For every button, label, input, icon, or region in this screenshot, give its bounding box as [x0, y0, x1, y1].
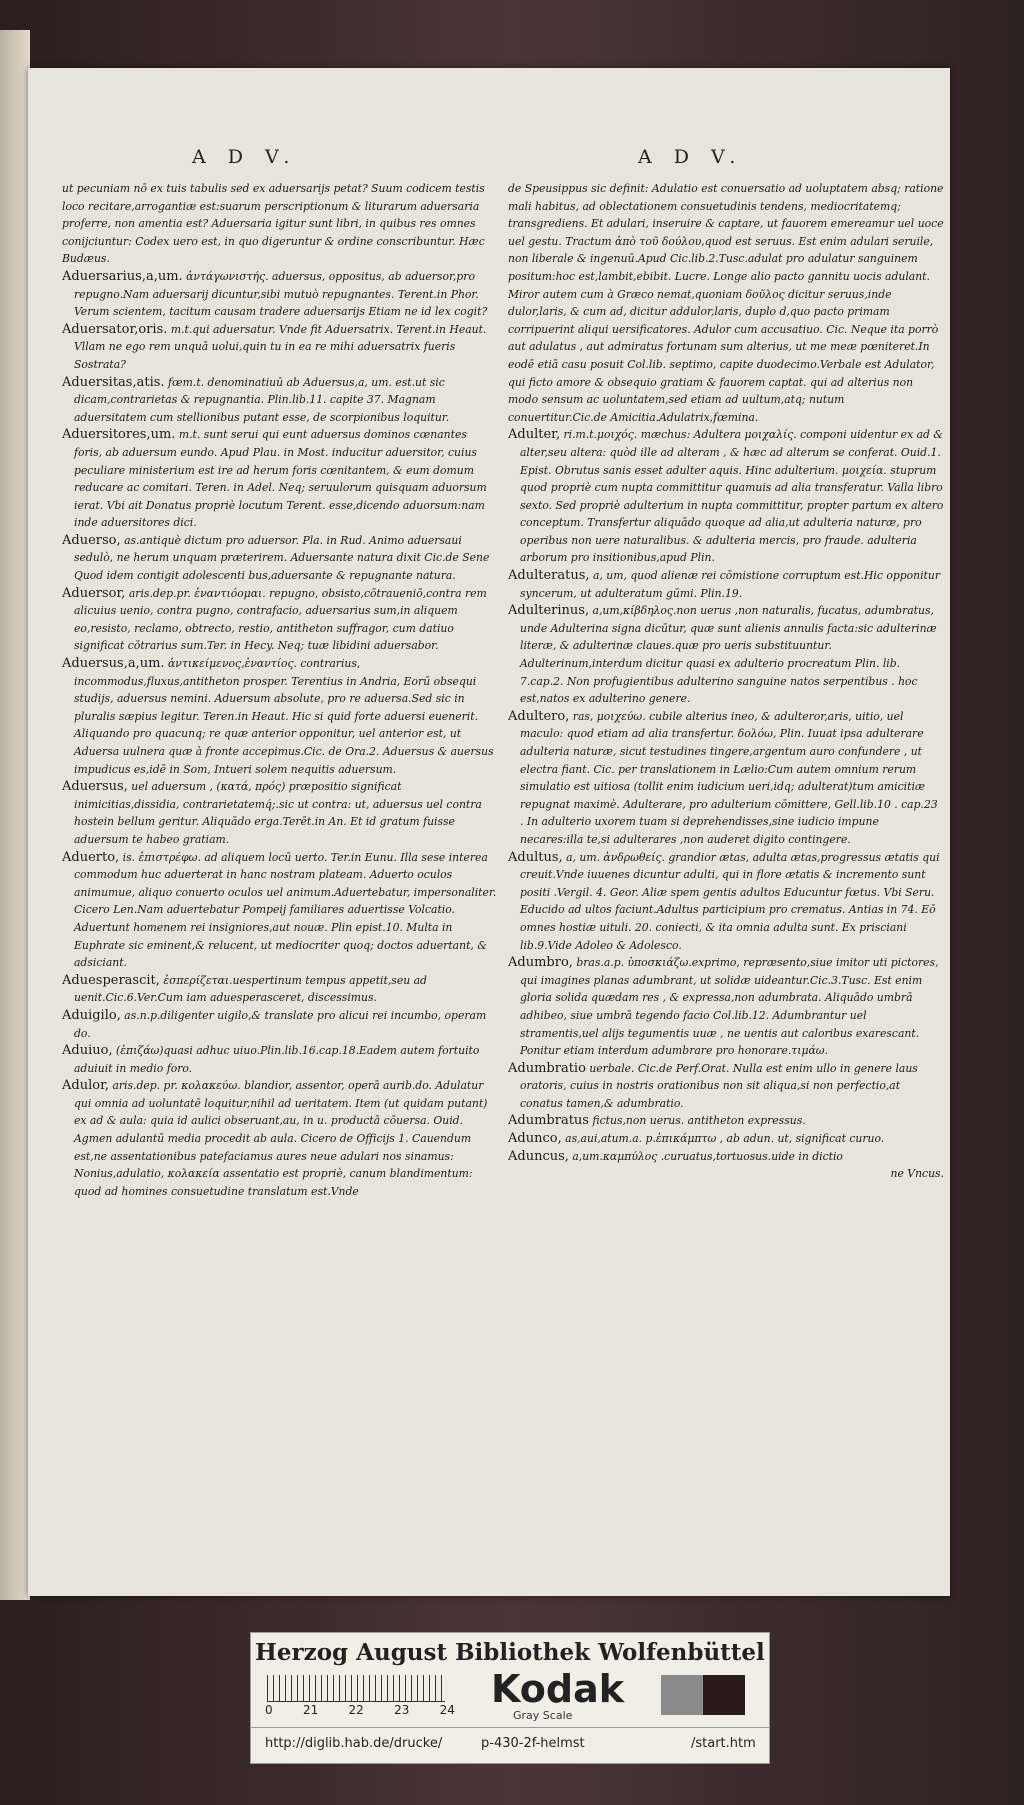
entry-headword: Aduersor, — [62, 585, 126, 601]
entry-headword: Adumbratio — [508, 1060, 586, 1076]
continued-text: de Speusippus sic definit: Adulatio est conuersatio ad uoluptatem absq; ratione mali habitus, ad oblectationem consuetudinis tendens, mediocritatemq; transgrediens. Et adulari, inseruire & captare, ut fauorem emereamur uel uoce uel gestu. Tractum ἀπὸ τοῦ δούλου,quod est seruus. Est enim adulari seruile, non liberale & ingenuū.Apud Cic.lib.2.Tusc.adulat pro adulatur sanguinem positum:hoc est,lambit,ebibit. Lucre. Longe alio pacto gannitu uocis adulant. Miror autem cum à Græco nemat,quoniam δοῦλος dicitur seruus,inde dulor,laris, & cum ad, dicitur addulor,laris, duplo d,quo pacto primam corripuerint aliqui uersificatores. Adulor cum accusatiuo. Cic. Neque ita porrò aut adulatus , aut admiratus fortunam sum alterius, ut me meæ pœniteret.In eodē etiā casu posuit Col.lib. septimo, capite duodecimo.Verbale est Adulator, qui ficto amore & obsequio gratiam & fauorem captat. qui ad alterius non modo sensum ac uoluntatem,sed etiam ad uultum,atq; nutum conuertitur.Cic.de Amicitia.Adulatrix,fœmina. — [508, 182, 944, 424]
entry-text: (ἐπιζάω)quasi adhuc uiuo.Plin.lib.16.cap.18.Eadem autem fortuito aduiuit in medio foro. — [74, 1044, 480, 1075]
dictionary-entry — [62, 321, 498, 374]
source-url: http://diglib.hab.de/drucke/ — [265, 1736, 443, 1751]
ruler-number: 24 — [439, 1703, 455, 1717]
entry-text: aris.dep. pr. κολακεύω. blandior, assentor, operā aurib.do. Adulatur qui omnia ad uoluntatē loquitur,nihil ad ueritatem. Item (ut quidam putant) ex ad & aula: quia id aulici obseruant,au, in u. productā cōuersa. Ouid. Agmen adulantū media procedit ab aula. Cicero de Officijs 1. Cauendum est,ne assentationibus patefaciamus aures neue adulari nos sinamus: Nonius,adulatio, κολακεία assentatio est propriè, canum blandimentum: quod ad homines consuetudine translatum est.Vnde — [74, 1079, 488, 1198]
gray-scale-label: Gray Scale — [513, 1709, 573, 1722]
entry-text: ἀντάγωνιστής. aduersus, oppositus, ab aduersor,pro repugno.Nam aduersarij dicuntur,sibi mutuò repugnantes. Terent.in Phor. Verum scientem, tacitum causam tradere aduersarijs Etiam ne id lex cogit? — [74, 269, 488, 319]
left-column — [62, 146, 498, 1586]
ruler-number: 21 — [302, 1703, 319, 1717]
entry-headword: Adulor, — [62, 1078, 109, 1094]
entry-text: as.antiquè dictum pro aduersor. Pla. in Rud. Animo aduersaui sedulò, ne herum unquam præterirem. Aduersante natura dixit Cic.de Sene Quod idem contigit adolescenti bus,aduersante & repugnante natura. — [74, 533, 490, 583]
entry-headword: Aduerso, — [62, 532, 121, 548]
entry-headword: Adumbratus — [508, 1113, 589, 1129]
dictionary-entry — [508, 567, 944, 602]
dictionary-entry — [62, 585, 498, 655]
dictionary-entry — [62, 655, 498, 778]
entry-text: bras.a.p. ὑποσκιάζω.exprimo, repræsento,siue imitor uti pictores, qui imagines planas adumbrant, ut solidæ uideantur.Cic.3.Tusc. Est enim gloria solida quædam res , & expressa,non adumbrata. Aliquādo umbrā adhibeo, siue umbrā tegendo facio Col.lib.12. Adumbrantur uel stramentis,uel alijs tegumentis uuæ , ne uentis aut caloribus exarescant. Ponitur etiam interdum adumbrare pro honorare.τιμάω. — [520, 956, 939, 1058]
entry-text: is. ἐπιστρέφω. ad aliquem locū uerto. Ter.in Eunu. Illa sese interea commodum huc aduerterat in hanc nostram plateam. Aduerto oculos animumue, aliquo conuerto oculos uel animum.Aduertebatur, impersonaliter. Cicero Len.Nam aduertebatur Pompeij familiares aduertisse Volcatio. Aduertunt homenem rei insigniores,aut nouæ. Plin epist.10. Multa in Euphrate sic eminent,& relucent, ut mediocriter quoq; doctos aduertant, & adsiciant. — [74, 850, 497, 970]
dark-swatch — [703, 1675, 745, 1715]
dictionary-entry — [62, 1007, 498, 1042]
entry-text: ἀντικείμενος,ἐναντίος. contrarius, incommodus,fluxus,antitheton prosper. Terentius in Andria, Eorū obsequi studijs, aduersus nemini. Aduersum absolute, pro re aduersa.Sed sic in pluralis sæpius legitur. Teren.in Heaut. Hic si quid forte aduersi euenerit. Aliquando pro quacunq; re quæ anterior opponitur, uel anterior est, ut Aduersa uulnera quæ à fronte accepimus.Cic. de Ora.2. Aduersus & auersus impudicus es,idē in Som, Intueri solem nequitis aduersum. — [74, 657, 494, 776]
entry-text: uel aduersum , (κατά, πρός) præpositio significat inimicitias,dissidia, contrarietatemq́;.sic ut contra: ut, aduersus uel contra hostein bellum geritur. Aliquādo erga.Terēt.in An. Et id gratum fuisse aduersum te habeo gratiam. — [74, 780, 482, 846]
running-header-left: A D V. — [192, 146, 298, 168]
entry-text: fœm.t. denominatiuū ab Aduersus,a, um. est.ut sic dicam,contrarietas & repugnantia. Plin.lib.11. capite 37. Magnam aduersitatem cum stellionibus putant esse, de scorpionibus loquitur. — [74, 375, 450, 424]
entry-headword: Adumbro, — [508, 955, 573, 971]
library-name: Herzog August Bibliothek Wolfenbüttel — [255, 1639, 765, 1666]
entry-headword: Aduersarius,a,um. — [62, 268, 183, 284]
dictionary-entry — [508, 1130, 944, 1148]
entry-headword: Aduigilo, — [62, 1007, 121, 1023]
ruler-numbers — [265, 1703, 455, 1717]
entry-text: a,um,κίβδηλος.non uerus ,non naturalis, fucatus, adumbratus, unde Adulterina signa dicūtur, quæ sunt alienis annulis facta:sic adulterinæ literæ, & adulterinæ claues.quæ pro ueris substituuntur. Adulterinum,interdum dicitur quasi ex adulterio procreatum Plin. lib. 7.cap.2. Non profugientibus adulterino sanguine natos serpentibus . hoc est,natos ex adulterino genere. — [520, 604, 937, 706]
entry-headword: Aduncus, — [508, 1148, 569, 1164]
dictionary-entry — [62, 268, 498, 321]
right-column — [508, 146, 944, 1586]
ruler-number: 0 — [265, 1703, 273, 1717]
adjacent-page-edge — [0, 30, 30, 1600]
entry-text: as.n.p.diligenter uigilo,& translate pro alicui rei incumbo, operam do. — [74, 1008, 487, 1040]
entry-headword: Aduersus,a,um. — [62, 656, 165, 672]
entry-headword: Aduersitas,atis. — [62, 374, 165, 390]
entry-text: a, um. ἀνδρωθείς. grandior ætas, adulta ætas,progressus ætatis qui creuit.Vnde iuuenes dicuntur adulti, qui in flore ætatis & incremento sunt positi .Vergil. 4. Geor. Aliæ spem gentis adultos Educuntur fœtus. Vbi Seru. Educido ad ultos faciunt.Adultus participium pro crematus. Antias in 74. Eō omnes hostiæ uituli. 20. coniecti, & ita omnia adulta sunt. Ex prisciani lib.9.Vide Adoleo & Adolesco. — [520, 850, 940, 952]
scale-ruler — [267, 1675, 445, 1702]
entry-text: m.t.qui aduersatur. Vnde fit Aduersatrix. Terent.in Heaut. Vllam ne ego rem unquā uolui,quin tu in ea re mihi aduersatrix fueris Sostrata? — [74, 322, 487, 371]
library-stamp — [250, 1632, 770, 1764]
book-page — [28, 68, 950, 1596]
ruler-number: 23 — [394, 1703, 410, 1717]
entry-text: as,aui,atum.a. p.ἐπικάμπτω , ab adun. ut, significat curuo. — [565, 1132, 885, 1146]
entry-headword: Adunco, — [508, 1131, 562, 1147]
entry-text: ri.m.t.μοιχός. mæchus: Adultera μοιχαλίς. componi uidentur ex ad & alter,seu altera: quòd ille ad alteram , & hæc ad alterum se conferat. Ouid.1. Epist. Obrutus sanis esset adulter aquis. Hinc adulterium. μοιχεία. stuprum quod propriè cum nupta committitur quamuis ad alia transferatur. Valla libro sexto. Sed propriè adulterium in nupta committitur, propter partum ex altero conceptum. Transfertur aliquādo quoque ad alia,ut adulteria naturæ, pro operibus non uere naturalibus. & adulteria mercis, pro fraude. adulteria arborum pro insitionibus,apud Plin. — [520, 428, 944, 565]
dictionary-entry — [62, 532, 498, 585]
entry-headword: Aduerto, — [62, 849, 120, 865]
dictionary-entry — [62, 1042, 498, 1077]
entry-text: aris.dep.pr. ἐναντιόομαι. repugno, obsisto,cōtraueniō,contra rem alicuius uenio, contra pugno, contrafacio, aduersarius sum,in aliquem eo,resisto, reclamo, obtrecto, restio, antitheton suffragor, cum datiuo significat cōtrarius sum.Ter. in Hecy. Neq; tuæ libidini aduersabor. — [74, 586, 487, 653]
entry-headword: Adultus, — [508, 849, 563, 865]
entry-headword: Aduiuo, — [62, 1043, 113, 1059]
running-header-right: A D V. — [638, 146, 744, 168]
dictionary-entry — [62, 849, 498, 972]
entry-text: a, um, quod alienæ rei cōmistione corruptum est.Hic opponitur syncerum, ut adulteratum gūmi. Plin.19. — [520, 569, 941, 600]
entry-headword: Aduersus, — [62, 779, 128, 795]
entry-text: ras, μοιχεύω. cubile alterius ineo, & adulteror,aris, uitio, uel maculo: quod etiam ad alia transfertur. δολόω, Plin. Iuuat ipsa adulterare adulteria naturæ, sicut testudines tingere,argentum auro confundere , ut electra fiant. Cic. per translationem in Lælio:Cum autem omnium rerum simulatio est uitiosa (tollit enim iudicium ueri,idq; adulterat)tum amicitiæ repugnat maximè. Adulterare, pro adulterium cōmittere, Gell.lib.10 . cap.23 . In adulterio uxorem tuam si deprehendisses,sine iudicio impune necares:illa te,si adulterares ,non auderet digito contingere. — [520, 709, 938, 846]
gray-swatch — [661, 1675, 703, 1715]
dictionary-entry — [508, 849, 944, 955]
dictionary-entry — [508, 1060, 944, 1113]
dictionary-entry — [508, 602, 944, 708]
dictionary-entry — [62, 1077, 498, 1200]
catchword: ne Vncus. — [890, 1167, 944, 1181]
entry-text: ἐσπερίζεται.uespertinum tempus appetit,seu ad uenit.Cic.6.Ver.Cum iam aduesperasceret, discessimus. — [74, 973, 427, 1005]
entry-headword: Adulterinus, — [508, 603, 590, 619]
continued-text: ut pecuniam nō ex tuis tabulis sed ex aduersarijs petat? Suum codicem testis loco recitare,arrogantiæ est:suarum perscriptionum & liturarum aduersaria proferre, non amentia est? Aduersaria igitur sunt libri, in quibus res omnes conijciuntur: Codex uero est, in quo digeruntur & ordine conscribuntur. Hæc Budæus. — [62, 182, 485, 266]
dictionary-entry — [508, 708, 944, 849]
dictionary-entry — [508, 1148, 944, 1166]
ruler-number: 22 — [348, 1703, 364, 1717]
entry-text: uerbale. Cic.de Perf.Orat. Nulla est enim ullo in genere laus oratoris, cuius in nostris orationibus non sit aliqua,si non perfectio,at conatus tamen,& adumbratio. — [520, 1061, 918, 1110]
dictionary-entry — [62, 778, 498, 848]
dictionary-entry — [508, 954, 944, 1060]
stamp-footer — [251, 1727, 769, 1760]
dictionary-entry — [62, 374, 498, 427]
entry-headword: Adultero, — [508, 708, 570, 724]
dictionary-entry — [508, 1112, 944, 1130]
start-page: /start.htm — [691, 1736, 756, 1751]
entry-headword: Aduersator,oris. — [62, 321, 168, 337]
entry-headword: Aduersitores,um. — [62, 427, 176, 443]
dictionary-entry — [62, 426, 498, 532]
entry-text: m.t. sunt serui qui eunt aduersus dominos cœnantes foris, ab aduersum eundo. Apud Plau. in Most. inducitur aduersitor, cuius peculiare ministerium est ire ad herum foris cœnitantem, & eum domum reducare ac comitari. Teren. in Adel. Neq; seruulorum quisquam aduorsum ierat. Vbi ait Donatus propriè locutum Terent. esse,dicendo aduorsum:nam inde aduersitores dici. — [74, 428, 487, 530]
entry-headword: Adulteratus, — [508, 568, 590, 584]
kodak-logo: Kodak — [491, 1667, 624, 1711]
entry-headword: Adulter, — [508, 427, 561, 443]
entry-headword: Aduesperascit, — [62, 972, 160, 988]
entry-text: fictus,non uerus. antitheton expressus. — [592, 1114, 806, 1128]
dictionary-entry — [62, 972, 498, 1007]
entry-text: a,um.καμπύλος .curuatus,tortuosus.uide in dictio — [572, 1149, 843, 1163]
shelfmark: p-430-2f-helmst — [481, 1736, 585, 1751]
dictionary-entry — [508, 426, 944, 567]
